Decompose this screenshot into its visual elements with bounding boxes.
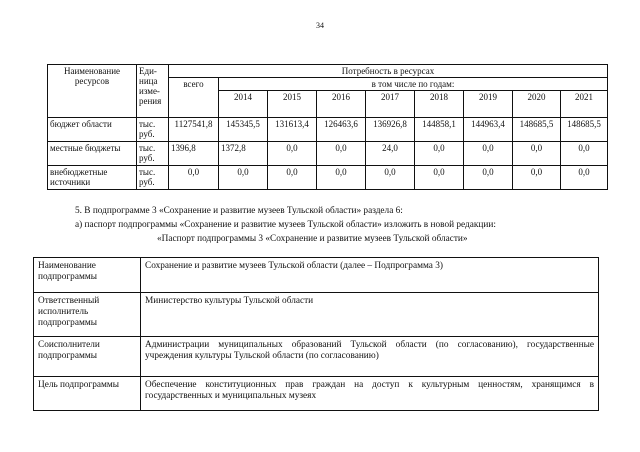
passport-table [33, 257, 599, 411]
cell-value: 0,0 [415, 166, 464, 190]
table-row [34, 337, 599, 377]
passport-value: Обеспечение конституционных прав граждан на доступ к культурным ценностям, хранящимся в государственных и муниципальных музеях [141, 377, 599, 411]
cell-value: 0,0 [513, 166, 561, 190]
paragraph-passport-edit: а) паспорт подпрограммы «Сохранение и развитие музеев Тульской области» изложить в новой редакции: [75, 220, 496, 230]
cell-value: 0,0 [268, 166, 317, 190]
cell-value: 126463,6 [317, 118, 366, 142]
table-row [48, 142, 608, 166]
row-unit: тыс. руб. [137, 142, 169, 166]
table-row [34, 258, 599, 293]
table-row [48, 118, 608, 142]
cell-value: 0,0 [464, 142, 513, 166]
year-header: 2016 [317, 91, 366, 118]
cell-value: 148685,5 [561, 118, 608, 142]
table-row [34, 377, 599, 411]
passport-value: Министерство культуры Тульской области [141, 293, 599, 337]
row-total: 1127541,8 [169, 118, 219, 142]
year-header: 2021 [561, 91, 608, 118]
paragraph-subprogram-3: 5. В подпрограмме 3 «Сохранение и развитие музеев Тульской области» раздела 6: [75, 206, 403, 216]
cell-value: 144858,1 [415, 118, 464, 142]
cell-value: 0,0 [415, 142, 464, 166]
cell-value: 148685,5 [513, 118, 561, 142]
year-header: 2015 [268, 91, 317, 118]
passport-heading: «Паспорт подпрограммы 3 «Сохранение и развитие музеев Тульской области» [157, 234, 468, 244]
passport-value: Администрации муниципальных образований Тульской области (по согласованию), государственные учреждения культуры Тульской области (по согласованию) [141, 337, 599, 377]
passport-label: Ответственный исполнитель подпрограммы [34, 293, 141, 337]
cell-value: 24,0 [366, 142, 415, 166]
year-header: 2018 [415, 91, 464, 118]
passport-label: Наименование подпрограммы [34, 258, 141, 293]
cell-value: 0,0 [268, 142, 317, 166]
cell-value: 1372,8 [219, 142, 268, 166]
cell-value: 0,0 [561, 142, 608, 166]
cell-value: 136926,8 [366, 118, 415, 142]
row-name: внебюджетные источники [48, 166, 137, 190]
year-header: 2017 [366, 91, 415, 118]
header-resource-name: Наименование ресурсов [48, 65, 137, 118]
cell-value: 0,0 [317, 166, 366, 190]
header-by-year: в том числе по годам: [219, 78, 608, 91]
cell-value: 0,0 [366, 166, 415, 190]
row-name: бюджет области [48, 118, 137, 142]
row-total: 0,0 [169, 166, 219, 190]
table-row [34, 293, 599, 337]
cell-value: 0,0 [317, 142, 366, 166]
cell-value: 0,0 [561, 166, 608, 190]
year-header: 2014 [219, 91, 268, 118]
row-total: 1396,8 [169, 142, 219, 166]
cell-value: 0,0 [464, 166, 513, 190]
table-row [48, 166, 608, 190]
year-header: 2020 [513, 91, 561, 118]
cell-value: 131613,4 [268, 118, 317, 142]
header-total: всего [169, 78, 219, 118]
row-name: местные бюджеты [48, 142, 137, 166]
page-number: 34 [316, 21, 324, 30]
passport-value: Сохранение и развитие музеев Тульской области (далее – Подпрограмма 3) [141, 258, 599, 293]
cell-value: 0,0 [219, 166, 268, 190]
row-unit: тыс. руб. [137, 166, 169, 190]
cell-value: 144963,4 [464, 118, 513, 142]
header-need: Потребность в ресурсах [169, 65, 608, 78]
year-header: 2019 [464, 91, 513, 118]
passport-label: Соисполнители подпрограммы [34, 337, 141, 377]
resource-table [47, 64, 608, 190]
cell-value: 145345,5 [219, 118, 268, 142]
row-unit: тыс. руб. [137, 118, 169, 142]
passport-label: Цель подпрограммы [34, 377, 141, 411]
cell-value: 0,0 [513, 142, 561, 166]
header-unit: Еди-ница изме-рения [137, 65, 169, 118]
